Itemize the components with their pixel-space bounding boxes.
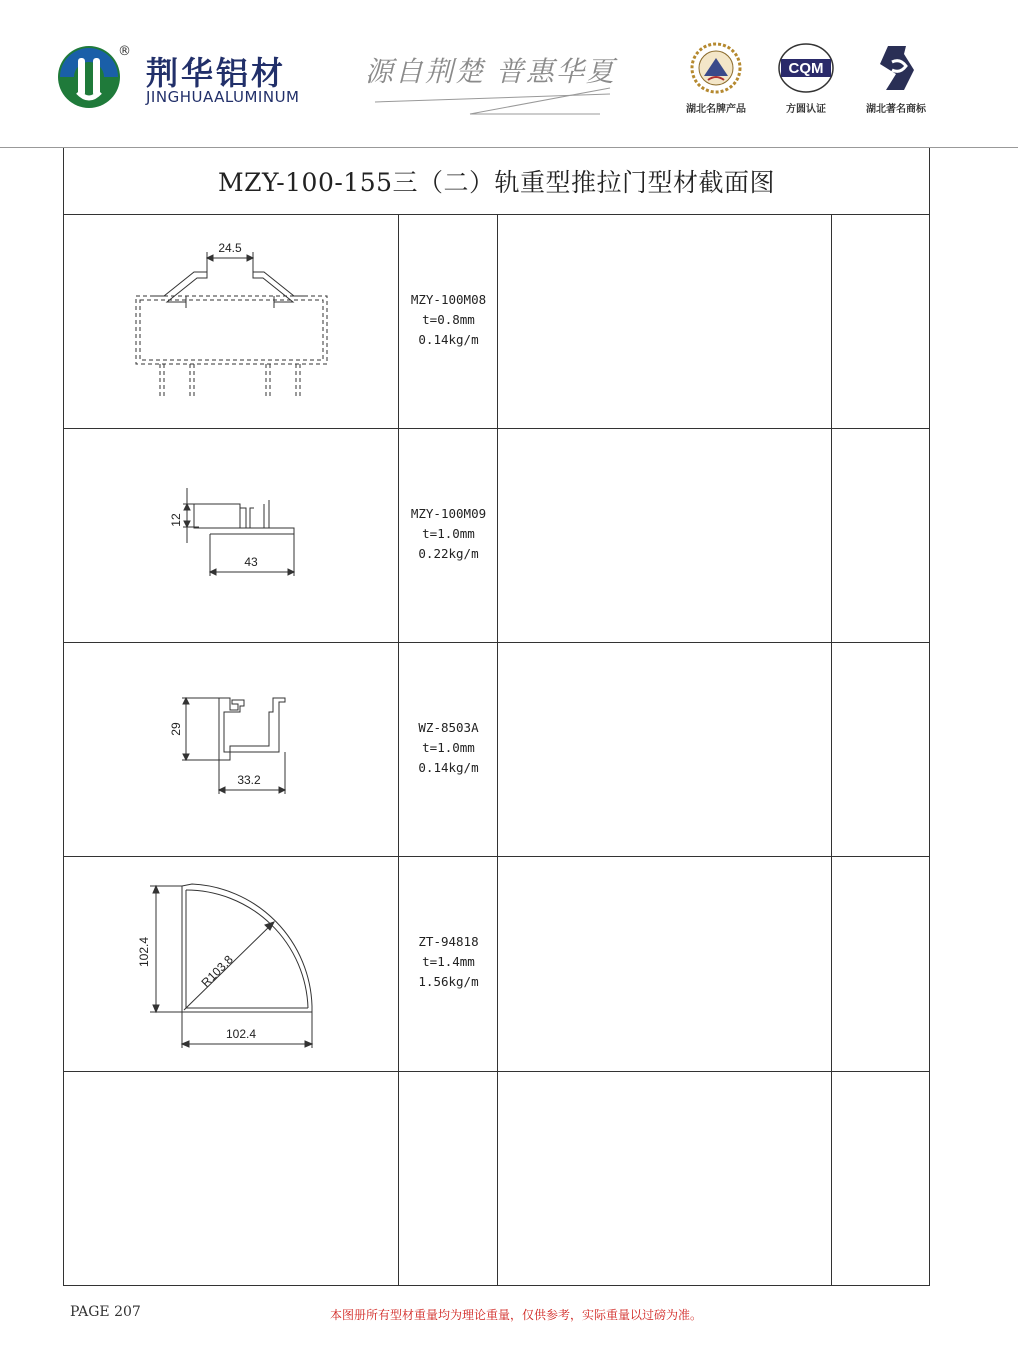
jinghua-logo-icon xyxy=(56,44,122,110)
page-header xyxy=(0,0,1018,148)
table-row-empty xyxy=(64,1071,929,1285)
model-number: MZY-100M08 xyxy=(410,292,487,307)
drawing-cell-empty xyxy=(64,1071,399,1285)
dimension-label: 102.4 xyxy=(225,1027,257,1041)
spec-cell-empty xyxy=(832,1071,929,1285)
table-row xyxy=(64,856,929,1072)
dimension-label: 29 xyxy=(169,722,183,736)
svg-text:CQM: CQM xyxy=(788,60,824,77)
page-number: PAGE 207 xyxy=(70,1304,141,1320)
spec-cell xyxy=(399,214,498,428)
unit-weight: 1.56kg/m xyxy=(418,974,479,989)
badge-label: 湖北著名商标 xyxy=(866,104,926,115)
weight-disclaimer: 本图册所有型材重量均为理论重量，仅供参考，实际重量以过磅为准。 xyxy=(330,1308,703,1322)
drawing-cell xyxy=(64,642,399,856)
model-number: ZT-94818 xyxy=(418,934,479,949)
badge-label: 方圆认证 xyxy=(786,104,826,115)
table-row xyxy=(64,428,929,643)
dimension-label: 33.2 xyxy=(237,773,261,787)
spec-cell-empty xyxy=(832,642,929,856)
unit-weight: 0.22kg/m xyxy=(418,546,479,561)
slogan-underline-icon xyxy=(370,80,630,120)
wall-thickness: t=0.8mm xyxy=(422,312,475,327)
spec-cell-empty xyxy=(832,856,929,1071)
dimension-label: 24.5 xyxy=(218,241,242,255)
spec-text xyxy=(399,290,498,350)
wall-thickness: t=1.4mm xyxy=(422,954,475,969)
brand-name-en: JINGHUAALUMINUM xyxy=(146,88,300,106)
profile-drawing-mzy-100m09 xyxy=(64,428,399,642)
unit-weight: 0.14kg/m xyxy=(418,760,479,775)
spec-cell xyxy=(399,642,498,856)
brand-name-cn: 荆华铝材 xyxy=(146,54,287,92)
model-number: WZ-8503A xyxy=(418,720,479,735)
model-number: MZY-100M09 xyxy=(410,506,487,521)
badge-hubei-brand xyxy=(676,40,756,115)
dimension-label: 102.4 xyxy=(137,936,151,968)
spec-cell-empty xyxy=(832,214,929,428)
badge-hubei-trademark xyxy=(856,40,936,115)
unit-weight: 0.14kg/m xyxy=(418,332,479,347)
page-title: MZY-100-155三（二）轨重型推拉门型材截面图 xyxy=(64,148,929,215)
profile-drawing-zt-94818 xyxy=(64,856,399,1071)
badge-cqm xyxy=(766,40,846,115)
dimension-label: 43 xyxy=(244,555,258,569)
drawing-cell-empty xyxy=(498,428,832,642)
hubei-famous-brand-seal-icon xyxy=(686,40,746,96)
spec-cell-empty xyxy=(832,428,929,642)
spec-text xyxy=(399,504,498,564)
drawing-cell-empty xyxy=(498,1071,832,1285)
drawing-cell xyxy=(64,428,399,642)
spec-text xyxy=(399,718,498,778)
profile-table xyxy=(63,148,930,1286)
spec-cell-empty xyxy=(399,1071,498,1285)
hubei-famous-trademark-icon xyxy=(866,40,926,96)
cqm-certification-icon xyxy=(776,40,836,96)
table-row xyxy=(64,214,929,429)
spec-cell xyxy=(399,428,498,642)
drawing-cell-empty xyxy=(498,856,832,1071)
drawing-cell-empty xyxy=(498,214,832,428)
wall-thickness: t=1.0mm xyxy=(422,526,475,541)
table-row xyxy=(64,642,929,857)
drawing-cell xyxy=(64,214,399,428)
badge-label: 湖北名牌产品 xyxy=(686,104,746,115)
spec-text xyxy=(399,932,498,992)
drawing-cell xyxy=(64,856,399,1071)
slogan: 源自荆楚 普惠华夏 xyxy=(365,55,616,88)
spec-cell xyxy=(399,856,498,1071)
profile-drawing-mzy-100m08 xyxy=(64,214,399,428)
drawing-cell-empty xyxy=(498,642,832,856)
dimension-label: 12 xyxy=(169,513,183,527)
wall-thickness: t=1.0mm xyxy=(422,740,475,755)
registered-mark: ® xyxy=(118,44,131,59)
radius-label: R103.8 xyxy=(198,952,236,990)
profile-drawing-wz-8503a xyxy=(64,642,399,856)
